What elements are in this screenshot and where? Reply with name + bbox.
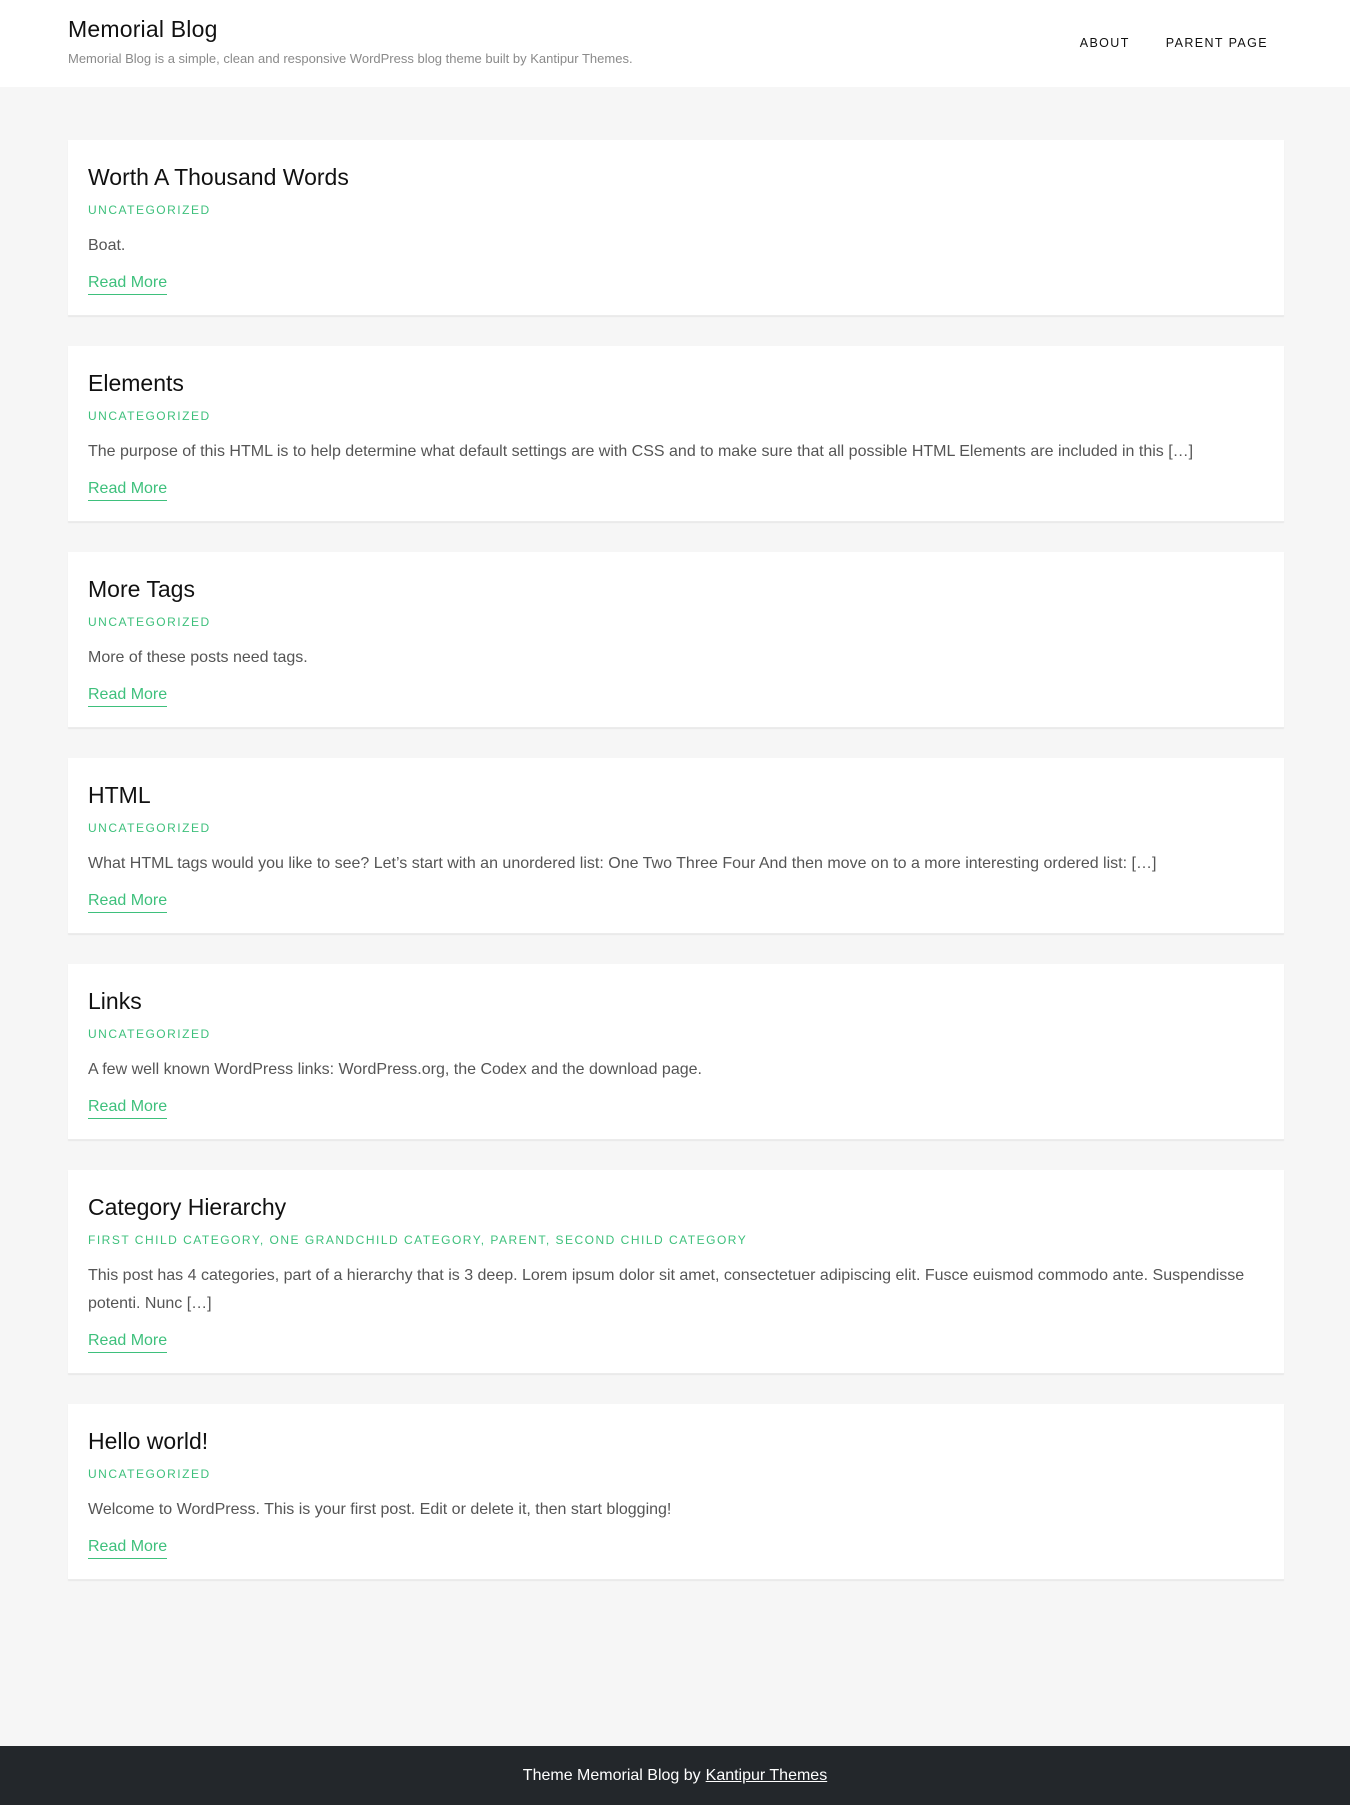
post-excerpt: This post has 4 categories, part of a hierarchy that is 3 deep. Lorem ipsum dolor sit amet, consectetuer adipiscing elit. Fusce euismod commodo ante. Suspendisse potenti. Nunc […] <box>88 1267 1245 1312</box>
category-separator: , <box>545 1233 556 1247</box>
read-more-link[interactable]: Read More <box>88 478 167 501</box>
footer-link-kantipur-themes[interactable]: Kantipur Themes <box>705 1766 828 1784</box>
main-nav <box>1044 36 1268 50</box>
category-link[interactable]: UNCATEGORIZED <box>88 409 211 423</box>
site-header <box>0 0 1350 87</box>
read-more-link[interactable]: Read More <box>88 1536 167 1559</box>
site-footer <box>0 1746 1350 1805</box>
category-link[interactable]: UNCATEGORIZED <box>88 203 211 217</box>
footer-text: Theme Memorial Blog by <box>522 1766 701 1784</box>
post-card <box>68 346 1284 522</box>
category-link[interactable]: FIRST CHILD CATEGORY <box>88 1233 260 1247</box>
post-categories <box>88 1466 1264 1482</box>
category-link[interactable]: ONE GRANDCHILD CATEGORY <box>269 1233 481 1247</box>
post-categories <box>88 820 1264 836</box>
category-link[interactable]: SECOND CHILD CATEGORY <box>555 1233 748 1247</box>
nav-item-about[interactable]: ABOUT <box>1079 36 1130 50</box>
post-excerpt: More of these posts need tags. <box>88 649 308 666</box>
post-card <box>68 1404 1284 1580</box>
post-card <box>68 964 1284 1140</box>
post-title[interactable]: HTML <box>88 782 151 808</box>
category-link[interactable]: UNCATEGORIZED <box>88 615 211 629</box>
read-more-link[interactable]: Read More <box>88 1330 167 1353</box>
post-title[interactable]: Hello world! <box>88 1428 209 1454</box>
post-title[interactable]: Category Hierarchy <box>88 1194 287 1220</box>
site-title[interactable]: Memorial Blog <box>68 16 218 42</box>
category-link[interactable]: UNCATEGORIZED <box>88 821 211 835</box>
category-separator: , <box>480 1233 491 1247</box>
post-excerpt: What HTML tags would you like to see? Let’s start with an unordered list: One Two Three Four And then move on to a more interesting ordered list: […] <box>88 855 1157 872</box>
category-link[interactable]: UNCATEGORIZED <box>88 1467 211 1481</box>
post-card <box>68 1170 1284 1374</box>
nav-item-parent-page[interactable]: PARENT PAGE <box>1165 36 1268 50</box>
post-card <box>68 140 1284 316</box>
post-title[interactable]: Elements <box>88 370 184 396</box>
post-title[interactable]: Worth A Thousand Words <box>88 164 349 190</box>
category-link[interactable]: UNCATEGORIZED <box>88 1027 211 1041</box>
post-excerpt: The purpose of this HTML is to help determine what default settings are with CSS and to make sure that all possible HTML Elements are included in this […] <box>88 443 1194 460</box>
post-card <box>68 552 1284 728</box>
post-title[interactable]: More Tags <box>88 576 195 602</box>
read-more-link[interactable]: Read More <box>88 1096 167 1119</box>
category-separator: , <box>259 1233 270 1247</box>
post-card <box>68 758 1284 934</box>
read-more-link[interactable]: Read More <box>88 272 167 295</box>
read-more-link[interactable]: Read More <box>88 890 167 913</box>
post-categories <box>88 202 1264 218</box>
post-categories <box>88 614 1264 630</box>
post-excerpt: Boat. <box>88 237 126 254</box>
site-description: Memorial Blog is a simple, clean and responsive WordPress blog theme built by Kantipur Themes. <box>68 51 633 66</box>
category-link[interactable]: PARENT <box>490 1233 546 1247</box>
post-excerpt: Welcome to WordPress. This is your first post. Edit or delete it, then start blogging! <box>88 1501 672 1518</box>
post-categories <box>88 408 1264 424</box>
read-more-link[interactable]: Read More <box>88 684 167 707</box>
post-list <box>68 140 1284 1610</box>
post-title[interactable]: Links <box>88 988 142 1014</box>
post-categories <box>88 1232 1264 1248</box>
post-categories <box>88 1026 1264 1042</box>
post-excerpt: A few well known WordPress links: WordPress.org, the Codex and the download page. <box>88 1061 702 1078</box>
